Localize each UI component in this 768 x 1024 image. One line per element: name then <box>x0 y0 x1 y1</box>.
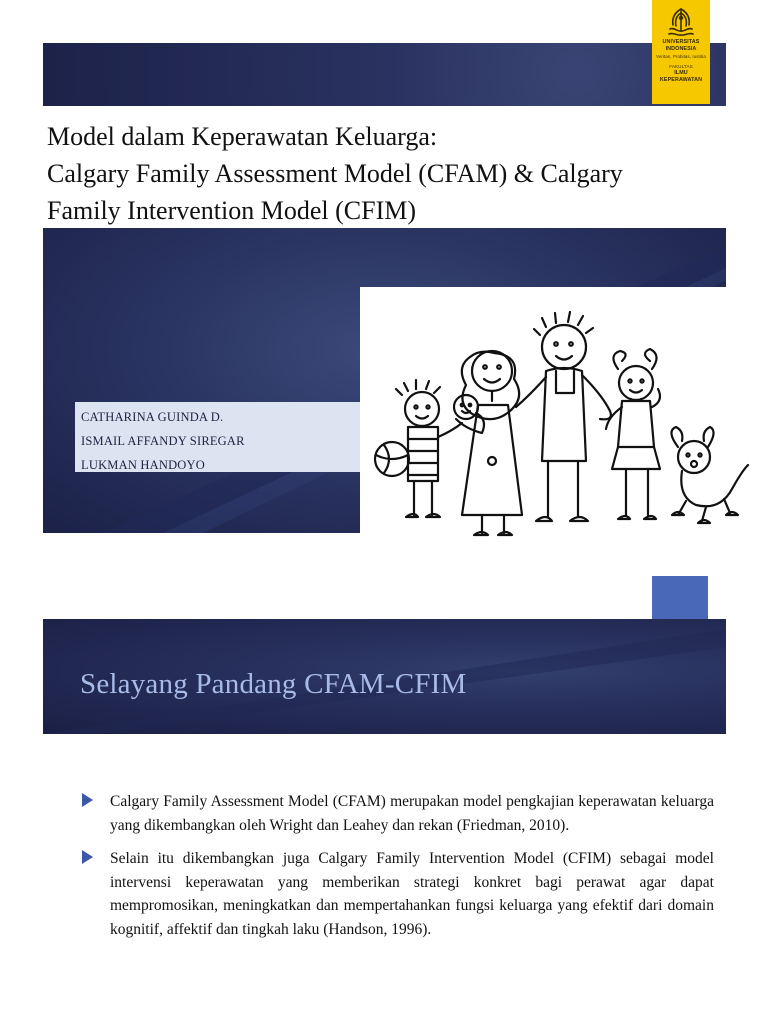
author-1: CATHARINA GUINDA D. <box>81 410 224 424</box>
author-3: LUKMAN HANDOYO <box>81 458 205 472</box>
family-drawing-icon <box>360 287 768 544</box>
list-item <box>80 847 714 941</box>
title-line-1: Model dalam Keperawatan Keluarga: <box>47 122 438 151</box>
triangle-bullet-icon <box>82 850 93 864</box>
family-illustration <box>360 287 768 544</box>
author-2: ISMAIL AFFANDY SIREGAR <box>81 434 245 448</box>
makara-emblem-icon <box>664 5 698 39</box>
university-logo <box>652 0 710 104</box>
list-item <box>80 790 714 837</box>
section-title: Selayang Pandang CFAM-CFIM <box>80 668 467 700</box>
logo-university-line2: INDONESIA <box>665 45 697 52</box>
logo-motto: Veritas, Probitas, Iustitia <box>656 54 706 59</box>
title-line-2: Calgary Family Assessment Model (CFAM) & Calgary <box>47 159 623 188</box>
logo-department-line1: ILMU <box>674 70 688 76</box>
logo-department-line2: KEPERAWATAN <box>659 76 703 83</box>
title-line-3: Family Intervention Model (CFIM) <box>47 196 417 225</box>
page-title <box>47 118 727 229</box>
top-banner <box>43 43 726 106</box>
logo-university-line1: UNIVERSITAS <box>662 39 700 45</box>
bullet-text: Calgary Family Assessment Model (CFAM) merupakan model pengkajian keperawatan keluarga yang dikembangkan oleh Wright dan Leahey dan rekan (Friedman, 2010). <box>110 793 714 834</box>
logo-faculty-label: FAKULTAS <box>669 63 693 69</box>
triangle-bullet-icon <box>82 793 93 807</box>
authors-box <box>75 402 362 472</box>
bullet-list <box>80 790 714 951</box>
bullet-text: Selain itu dikembangkan juga Calgary Family Intervention Model (CFIM) sebagai model intervensi keperawatan yang memberikan strategi konkret bagi perawat agar dapat mempromosikan, meningkatkan dan mempertahankan fungsi keluarga yang efektif dari domain kognitif, affektif dan tingkah laku (Handson, 1996). <box>110 850 714 938</box>
